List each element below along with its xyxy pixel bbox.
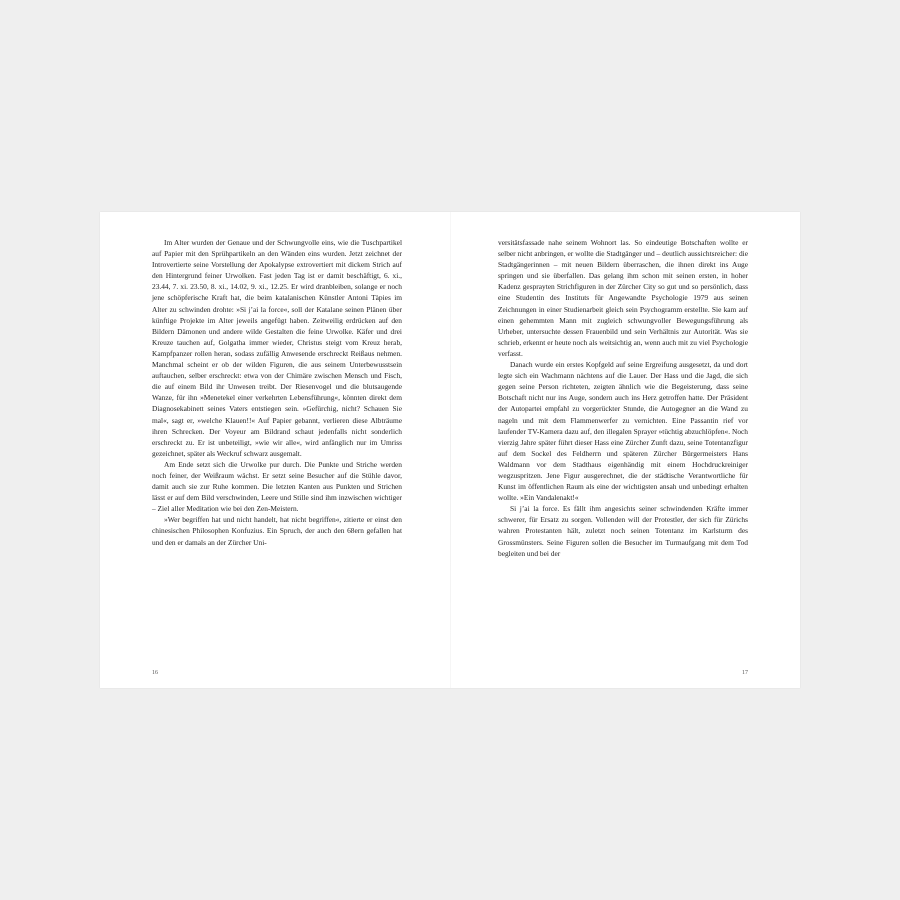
left-page-text bbox=[152, 237, 402, 548]
book-spread bbox=[100, 212, 800, 688]
page-number: 17 bbox=[742, 670, 748, 676]
paragraph: Am Ende setzt sich die Urwolke pur durch. Die Punkte und Striche werden noch feiner, der Weißraum wächst. Er setzt seine Besucher auf die Stühle davor, damit auch sie zur Ruhe kommen. Die letzten Kanten aus Punkten und Strichen lässt er auf dem Bild verschwinden, Leere und Stille sind ihm inzwischen wichtiger – Ziel aller Meditation wie bei den Zen-Meistern. bbox=[152, 459, 402, 514]
paragraph: Im Alter wurden der Genaue und der Schwungvolle eins, wie die Tuschpartikel auf Papier mit den Sprühpartikeln an den Wänden eins wurden. Jetzt zeichnet der Introvertierte seine Vorstellung der Apokalypse extrovertiert mit dickem Strich auf den Hintergrund feiner Urwolken. Fast jeden Tag ist er damit beschäftigt, 6. xi., 23.44, 7. xi. 23.50, 8. xi., 14.02, 9. xi., 12.25. Er wird dranbleiben, solange er noch jene schöpferische Kraft hat, die beim katalanischen Künstler Antoni Tàpies im Alter zu schwinden drohte: »Si j’ai la force«, soll der Katalane seinen Plänen über künftige Projekte im Alter jeweils angefügt haben. Zeitweilig erdrücken auf den Bildern Dämonen und andere wilde Gestalten die feine Urwolke. Käfer und drei Kreuze tauchen auf, Golgatha immer wieder, Christus steigt vom Kreuz herab, Kampfpanzer rollen heran, sodass zufällig Anwesende erschreckt Reißaus nehmen. Manchmal scheint er ob der wilden Figuren, die aus seinem Unterbewusstsein auftauchen, selber erschreckt: etwa von der Chimäre zwischen Mensch und Fisch, die auf einem Bild ihr Unwesen treibt. Der Riesenvogel und die blutsaugende Wanze, für ihn »Menetekel einer verkehrten Lebensführung«, könnten direkt dem Diagnosekabinett seines Vaters entstiegen sein. »Gefürchig, nicht? Schauen Sie mal«, sagt er, »welche Klauen!!« Auf Papier gebannt, verlieren diese Albträume ihren Schrecken. Der Voyeur am Bildrand schaut jedenfalls nicht sonderlich erschreckt zu. Er ist unbeteiligt, »wie wir alle«, wird anfänglich nur im Umriss gezeichnet, später als Weckruf schwarz ausgemalt. bbox=[152, 238, 402, 458]
paragraph: Si j’ai la force. Es fällt ihm angesichts seiner schwindenden Kräfte immer schwerer, für Ersatz zu sorgen. Vollenden will der Protestler, der sich für Zürichs wahren Protestanten hält, zuletzt noch seinen Totentanz im Karlsturm des Grossmünsters. Seine Figuren sollen die Besucher im Turmaufgang mit dem Tod begleiten und bei der bbox=[498, 504, 748, 558]
left-page bbox=[100, 212, 450, 688]
paragraph: Danach wurde ein erstes Kopfgeld auf seine Ergreifung ausgesetzt, da und dort legte sich ein Wachmann nächtens auf die Lauer. Der Hass und die Jagd, die sich gegen seine Person richteten, zeigten ähnlich wie die Begeisterung, dass seine Botschaft nicht nur ins Auge, sondern auch ins Herz getroffen hatte. Der Präsident der Autopartei empfahl zu vorgerückter Stunde, die Autogegner an die Wand zu nageln und mit dem Flammenwerfer zu vernichten. Eine Passantin rief vor laufender TV-Kamera dazu auf, den illegalen Sprayer »tüchtig abzuchlöpfen«. Noch vierzig Jahre später führt dieser Hass eine Zürcher Zunft dazu, seine Totentanzfigur auf dem Sockel des Feldherrn und späteren Zürcher Bürgermeisters Hans Waldmann vor dem Stadthaus eigenhändig mit einem Hochdruckreiniger wegzuspritzen. Jene Figur ausgerechnet, die der städtische Verantwortliche für Kunst im öffentlichen Raum als eine der wichtigsten ansah und unbedingt erhalten wollte. »Ein Vandalenakt!« bbox=[498, 360, 748, 503]
right-page bbox=[450, 212, 800, 688]
paragraph: versitätsfassade nahe seinem Wohnort las. So eindeutige Botschaften wollte er selber nicht anbringen, er wollte die Stadtgänger und – deutlich aussichtsreicher: die Stadtgängerinnen – mit neuen Bildern überraschen, die ihnen direkt ins Auge springen und sie überfallen. Das gelang ihm schon mit seinen ersten, in hoher Kadenz gesprayten Strichfiguren in der Zürcher City so gut und so persönlich, dass eine Studentin des Instituts für Angewandte Psychologie 1979 aus seinen Zeichnungen in einer Studienarbeit gleich sein Psychogramm erstellte. Sie kam auf einen gehemmten Mann mit zugleich schwungvoller Bewegungsführung als Urheber, untersuchte dessen Frauenbild und sein Verhältnis zur Autorität. Was sie schrieb, erkennt er heute noch als weitsichtig an, wenn auch mit zu viel Psychologie verfasst. bbox=[498, 238, 748, 358]
right-page-text bbox=[498, 237, 748, 559]
paragraph: »Wer begriffen hat und nicht handelt, hat nicht begriffen«, zitierte er einst den chinesischen Philosophen Konfuzius. Ein Spruch, der auch den 68ern gefallen hat und den er damals an der Zürcher Uni- bbox=[152, 515, 402, 547]
page-number: 16 bbox=[152, 670, 158, 676]
